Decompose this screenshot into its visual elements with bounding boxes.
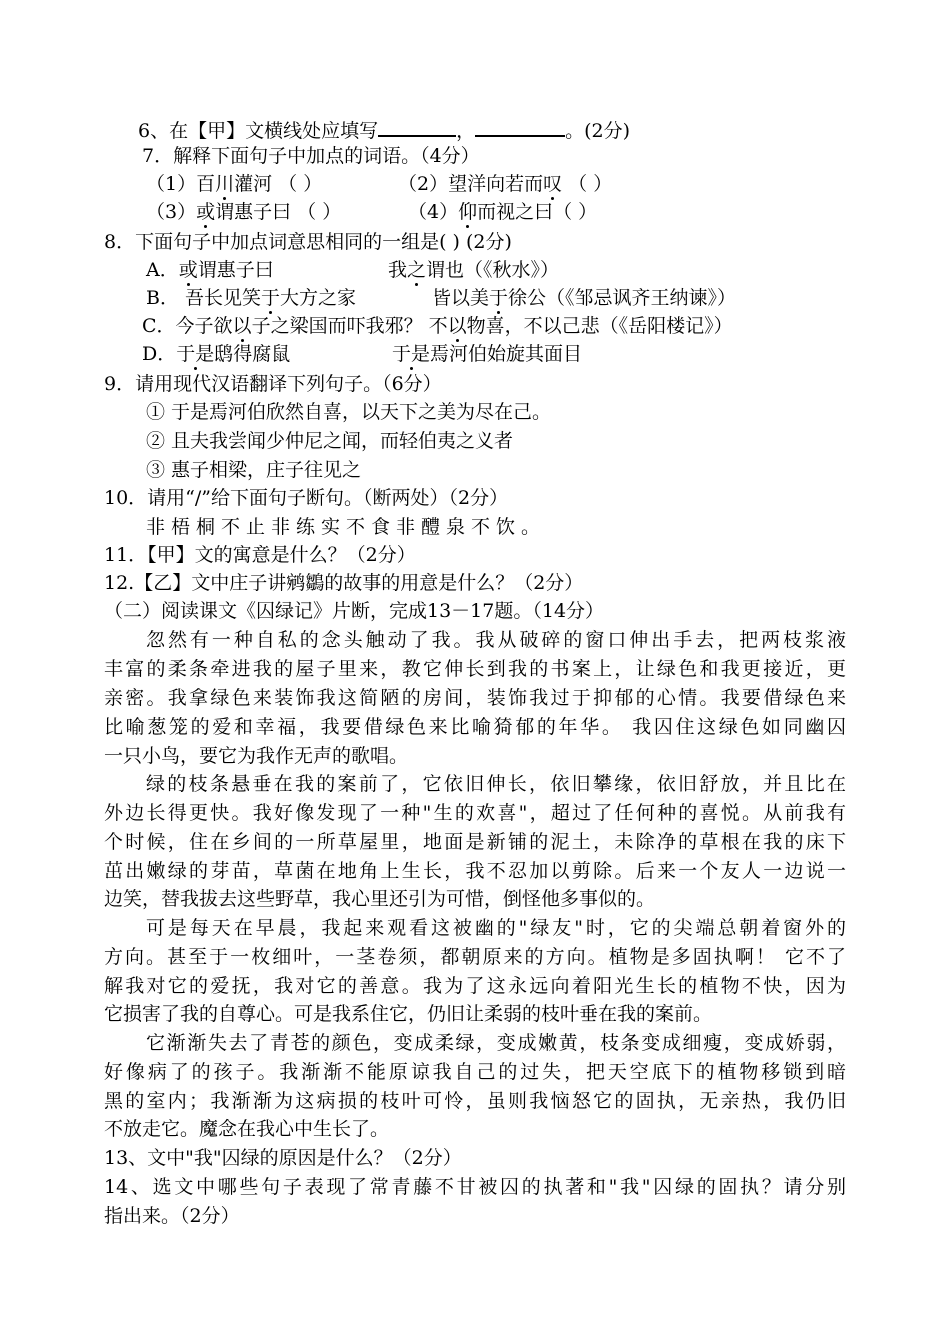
dotted-word: 以 xyxy=(232,315,252,337)
question-7-item-2: （2）望洋向若而叹 （ ） xyxy=(398,173,613,195)
dotted-word: 川 xyxy=(215,173,235,195)
question-9-sentence-3: ③ 惠子相梁，庄子往见之 xyxy=(146,459,362,481)
passage-line: 它渐渐失去了青苍的颜色，变成柔绿，变成嫩黄，枝条变成细瘦，变成娇弱， xyxy=(146,1032,846,1054)
passage-line: 可是每天在早晨，我起来观看这被幽的"绿友"时，它的尖端总朝着窗外的 xyxy=(146,917,846,939)
passage-line: 不放走它。魔念在我心中生长了。 xyxy=(104,1118,390,1140)
dotted-word: 仰 xyxy=(458,201,478,223)
passage-line: 黑的室内；我渐渐为这病损的枝叶可怜，虽则我恼怒它的固执，无亲热，我仍旧 xyxy=(104,1090,846,1112)
dotted-word: 或 xyxy=(178,259,198,281)
question-10-text: 非梧桐不止非练实不食非醴泉不饮。 xyxy=(146,516,547,538)
question-11: 11．【甲】文的寓意是什么？（2分） xyxy=(104,544,416,566)
question-7-item-1: （1）百川灌河 （ ） xyxy=(146,173,323,195)
option-c: C．今子欲以子之梁国而吓我邪？ 不以物喜，不以己悲（《岳阳楼记》） xyxy=(142,315,733,337)
passage-line: 方向。甚至于一枚细叶，一茎卷须，都朝原来的方向。植物是多固执啊！ 它不了 xyxy=(104,946,846,968)
passage-line: 茁出嫩绿的芽苗，草菌在地角上生长，我不忍加以剪除。后来一个友人一边说一 xyxy=(104,860,846,882)
dotted-word: 叹 xyxy=(543,173,563,195)
passage-line: 解我对它的爱抚，我对它的善意。我为了这永远向着阳光生长的植物不快，因为 xyxy=(104,975,846,997)
dotted-word: 或 xyxy=(196,201,216,223)
question-9-title: 9．请用现代汉语翻译下列句子。（6分） xyxy=(104,373,442,395)
dotted-word: 于是 xyxy=(392,343,431,365)
passage-line: 丰富的柔条牵进我的屋子里来，教它伸长到我的书案上，让绿色和我更接近，更 xyxy=(104,658,846,680)
question-9-sentence-2: ② 且夫我尝闻少仲尼之闻，而轻伯夷之义者 xyxy=(146,430,514,452)
passage-line: 亲密。我拿绿色来装饰我这简陋的房间，装饰我过于抑郁的心情。我要借绿色来 xyxy=(104,687,846,709)
option-d-left: D．于是鸱得腐鼠 xyxy=(142,343,291,365)
option-a-left: A．或谓惠子曰 xyxy=(146,259,274,281)
question-14-line-2: 指出来。（2分） xyxy=(104,1205,240,1227)
dotted-word: 以 xyxy=(447,315,467,337)
question-13: 13、文中"我"囚绿的原因是什么？（2分） xyxy=(104,1147,462,1169)
question-14-line-1: 14、选文中哪些句子表现了常青藤不甘被囚的执著和"我"囚绿的固执？请分别 xyxy=(104,1176,846,1198)
dotted-word: 于 xyxy=(489,287,509,309)
question-6: 6、在【甲】文横线处应填写 ， 。(2分) xyxy=(138,115,630,145)
section-2-heading: （二）阅读课文《囚绿记》片断，完成13－17题。（14分） xyxy=(104,600,605,622)
passage-line: 外边长得更快。我好像发现了一种"生的欢喜"，超过了任何种的喜悦。从前我有 xyxy=(104,802,846,824)
option-b-right: 皆以美于徐公（《邹忌讽齐王纳谏》） xyxy=(432,287,737,309)
dotted-word: 于是 xyxy=(176,343,215,365)
passage-line: 它损害了我的自尊心。可是我系住它，仍旧让柔弱的枝叶垂在我的案前。 xyxy=(104,1003,713,1025)
passage-line: 一只小鸟，要它为我作无声的歌唱。 xyxy=(104,745,409,767)
passage-line: 忽然有一种自私的念头触动了我。我从破碎的窗口伸出手去，把两枝浆液 xyxy=(146,629,846,651)
passage-line: 比喻葱笼的爱和幸福，我要借绿色来比喻猗郁的年华。 我囚住这绿色如同幽囚 xyxy=(104,716,846,738)
passage-line: 绿的枝条悬垂在我的案前了，它依旧伸长，依旧攀缘，依旧舒放，并且比在 xyxy=(146,773,846,795)
dotted-word: 于 xyxy=(261,287,281,309)
option-a-right: 我之谓也（《秋水》） xyxy=(388,259,560,281)
question-9-sentence-1: ① 于是焉河伯欣然自喜，以天下之美为尽在己。 xyxy=(146,401,552,423)
question-7-title: 7．解释下面句子中加点的词语。（4分） xyxy=(142,145,480,167)
answer-blank-2[interactable] xyxy=(475,115,565,137)
dotted-word: 之 xyxy=(407,259,427,281)
passage-line: 好像病了的孩子。我渐渐不能原谅我自己的过失，把天空底下的植物移锁到暗 xyxy=(104,1061,846,1083)
answer-blank-1[interactable] xyxy=(378,115,456,137)
question-12: 12.【乙】文中庄子讲鹓鶵的故事的用意是什么？（2分） xyxy=(104,572,584,594)
question-7-item-3: （3）或谓惠子曰 （ ） xyxy=(146,201,342,223)
passage-line: 个时候，住在乡间的一所草屋里，地面是新铺的泥土，未除净的草根在我的床下 xyxy=(104,831,846,853)
question-8-title: 8．下面句子中加点词意思相同的一组是( ) (2分) xyxy=(104,231,512,253)
option-b-left: B． 吾长见笑于大方之家 xyxy=(146,287,357,309)
option-d-right: 于是焉河伯始旋其面目 xyxy=(392,343,583,365)
question-7-item-4: （4）仰而视之曰（ ） xyxy=(408,201,598,223)
passage-line: 边笑，替我拔去这些野草，我心里还引为可惜，倒怪他多事似的。 xyxy=(104,888,656,910)
question-10-title: 10．请用“/”给下面句子断句。（断两处）（2分） xyxy=(104,487,509,509)
